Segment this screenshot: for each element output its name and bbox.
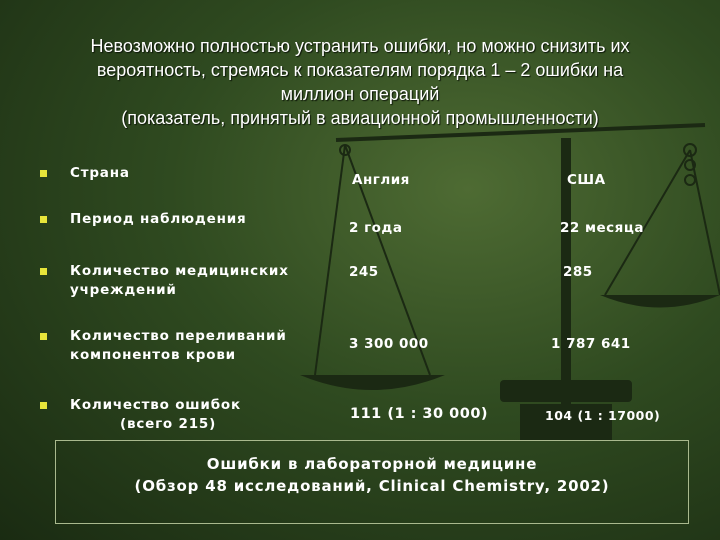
source-box <box>55 440 689 524</box>
value-england: 245 <box>349 264 379 280</box>
row-label <box>70 262 350 300</box>
row-label-line-1: Количество ошибок <box>70 397 241 413</box>
value-usa: 104 (1 : 17000) <box>545 408 661 423</box>
value-usa: 1 787 641 <box>551 336 631 352</box>
title-line-3: миллион операций <box>280 84 440 104</box>
value-england: 111 (1 : 30 000) <box>350 406 489 422</box>
row-label-line-2: учреждений <box>70 282 177 298</box>
title-line-4: (показатель, принятый в авиационной промышленности) <box>121 108 599 128</box>
source-title: Ошибки в лабораторной медицине <box>206 455 538 473</box>
bullet-icon <box>40 170 47 177</box>
bullet-icon <box>40 333 47 340</box>
row-label: Период наблюдения <box>70 211 247 227</box>
bullet-icon <box>40 216 47 223</box>
value-usa: 22 месяца <box>560 220 644 236</box>
row-label-line-1: Количество переливаний <box>70 328 287 344</box>
bullet-icon <box>40 402 47 409</box>
value-usa: США <box>567 172 606 188</box>
source-citation: (Обзор 48 исследований, Clinical Chemistry, 2002) <box>134 477 610 495</box>
value-usa: 285 <box>563 264 593 280</box>
value-england: 2 года <box>349 220 403 236</box>
row-label <box>70 327 350 365</box>
row-label-line-2: (всего 215) <box>120 416 217 432</box>
row-label-line-1: Количество медицинских <box>70 263 289 279</box>
title-line-1: Невозможно полностью устранить ошибки, но можно снизить их <box>90 36 630 56</box>
value-england: Англия <box>352 172 410 188</box>
row-label: Страна <box>70 165 130 181</box>
bullet-icon <box>40 268 47 275</box>
title-line-2: вероятность, стремясь к показателям порядка 1 – 2 ошибки на <box>96 60 624 80</box>
row-label <box>70 396 350 434</box>
value-england: 3 300 000 <box>349 336 429 352</box>
row-label-line-2: компонентов крови <box>70 347 236 363</box>
